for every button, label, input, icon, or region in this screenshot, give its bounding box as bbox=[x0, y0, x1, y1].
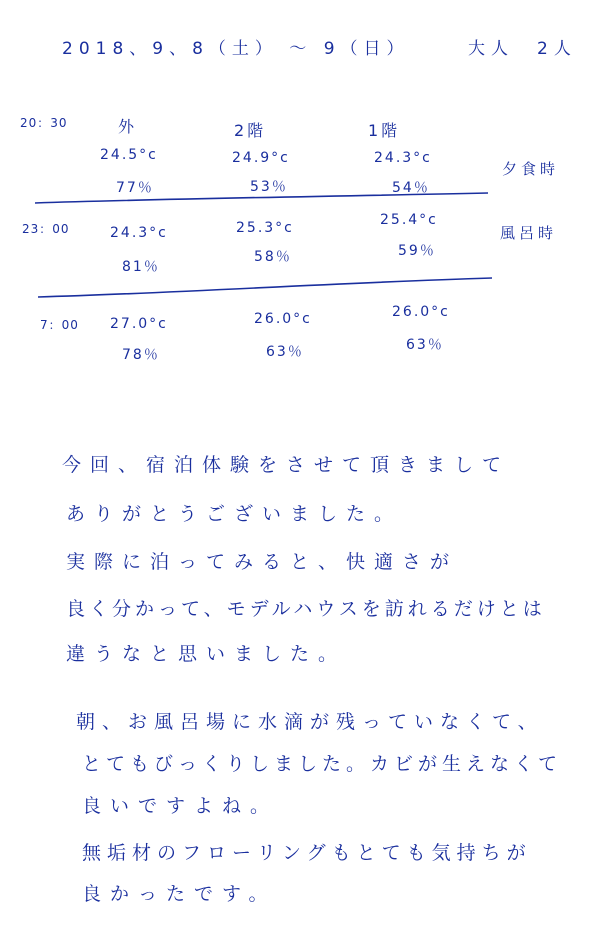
humidity-2f-1: 53％ bbox=[250, 179, 288, 195]
humidity-outside-3: 78％ bbox=[122, 347, 160, 363]
letter-line-4: 良く分かって、モデルハウスを訪れるだけとは bbox=[66, 598, 546, 620]
humidity-outside-1: 77％ bbox=[116, 180, 154, 196]
column-heading-2f: 2階 bbox=[234, 121, 267, 140]
letter-line-10: 良かったです。 bbox=[82, 883, 277, 905]
letter-line-6: 朝、お風呂場に水滴が残っていなくて、 bbox=[76, 711, 544, 733]
letter-line-5: 違うなと思いました。 bbox=[66, 643, 347, 665]
row-note-1: 夕食時 bbox=[502, 160, 560, 178]
column-heading-outside: 外 bbox=[118, 117, 138, 136]
divider-2 bbox=[38, 278, 492, 297]
humidity-outside-2: 81％ bbox=[122, 259, 160, 275]
temp-2f-3: 26.0°c bbox=[254, 311, 312, 327]
temp-2f-2: 25.3°c bbox=[236, 220, 294, 236]
row-time-2: 23：00 bbox=[22, 222, 70, 236]
letter-line-8: 良いですよね。 bbox=[82, 795, 279, 817]
temp-1f-2: 25.4°c bbox=[380, 212, 438, 228]
temp-1f-3: 26.0°c bbox=[392, 304, 450, 320]
letter-line-2: ありがとうございました。 bbox=[66, 503, 403, 525]
letter-line-1: 今回、宿泊体験をさせて頂きまして bbox=[62, 454, 511, 476]
letter-line-3: 実際に泊ってみると、快適さが bbox=[66, 551, 459, 573]
humidity-1f-2: 59％ bbox=[398, 243, 436, 259]
column-heading-1f: 1階 bbox=[368, 121, 401, 140]
row-time-3: 7：00 bbox=[40, 318, 79, 332]
guest-count: 大人 2人 bbox=[468, 39, 577, 59]
row-time-1: 20：30 bbox=[20, 116, 68, 130]
humidity-1f-3: 63％ bbox=[406, 337, 444, 353]
temp-1f-1: 24.3°c bbox=[374, 150, 432, 166]
temp-2f-1: 24.9°c bbox=[232, 150, 290, 166]
humidity-1f-1: 54％ bbox=[392, 180, 430, 196]
temp-outside-2: 24.3°c bbox=[110, 225, 168, 241]
humidity-2f-3: 63％ bbox=[266, 344, 304, 360]
temp-outside-3: 27.0°c bbox=[110, 316, 168, 332]
letter-line-7: とてもびっくりしました。カビが生えなくて bbox=[82, 753, 563, 775]
temp-outside-1: 24.5°c bbox=[100, 147, 158, 163]
row-note-2: 風呂時 bbox=[500, 224, 558, 242]
divider-1 bbox=[35, 193, 488, 203]
humidity-2f-2: 58％ bbox=[254, 249, 292, 265]
letter-line-9: 無垢材のフローリングもとても気持ちが bbox=[82, 842, 532, 864]
date-range: 2018、9、8（土） ～ 9（日） bbox=[62, 39, 410, 59]
